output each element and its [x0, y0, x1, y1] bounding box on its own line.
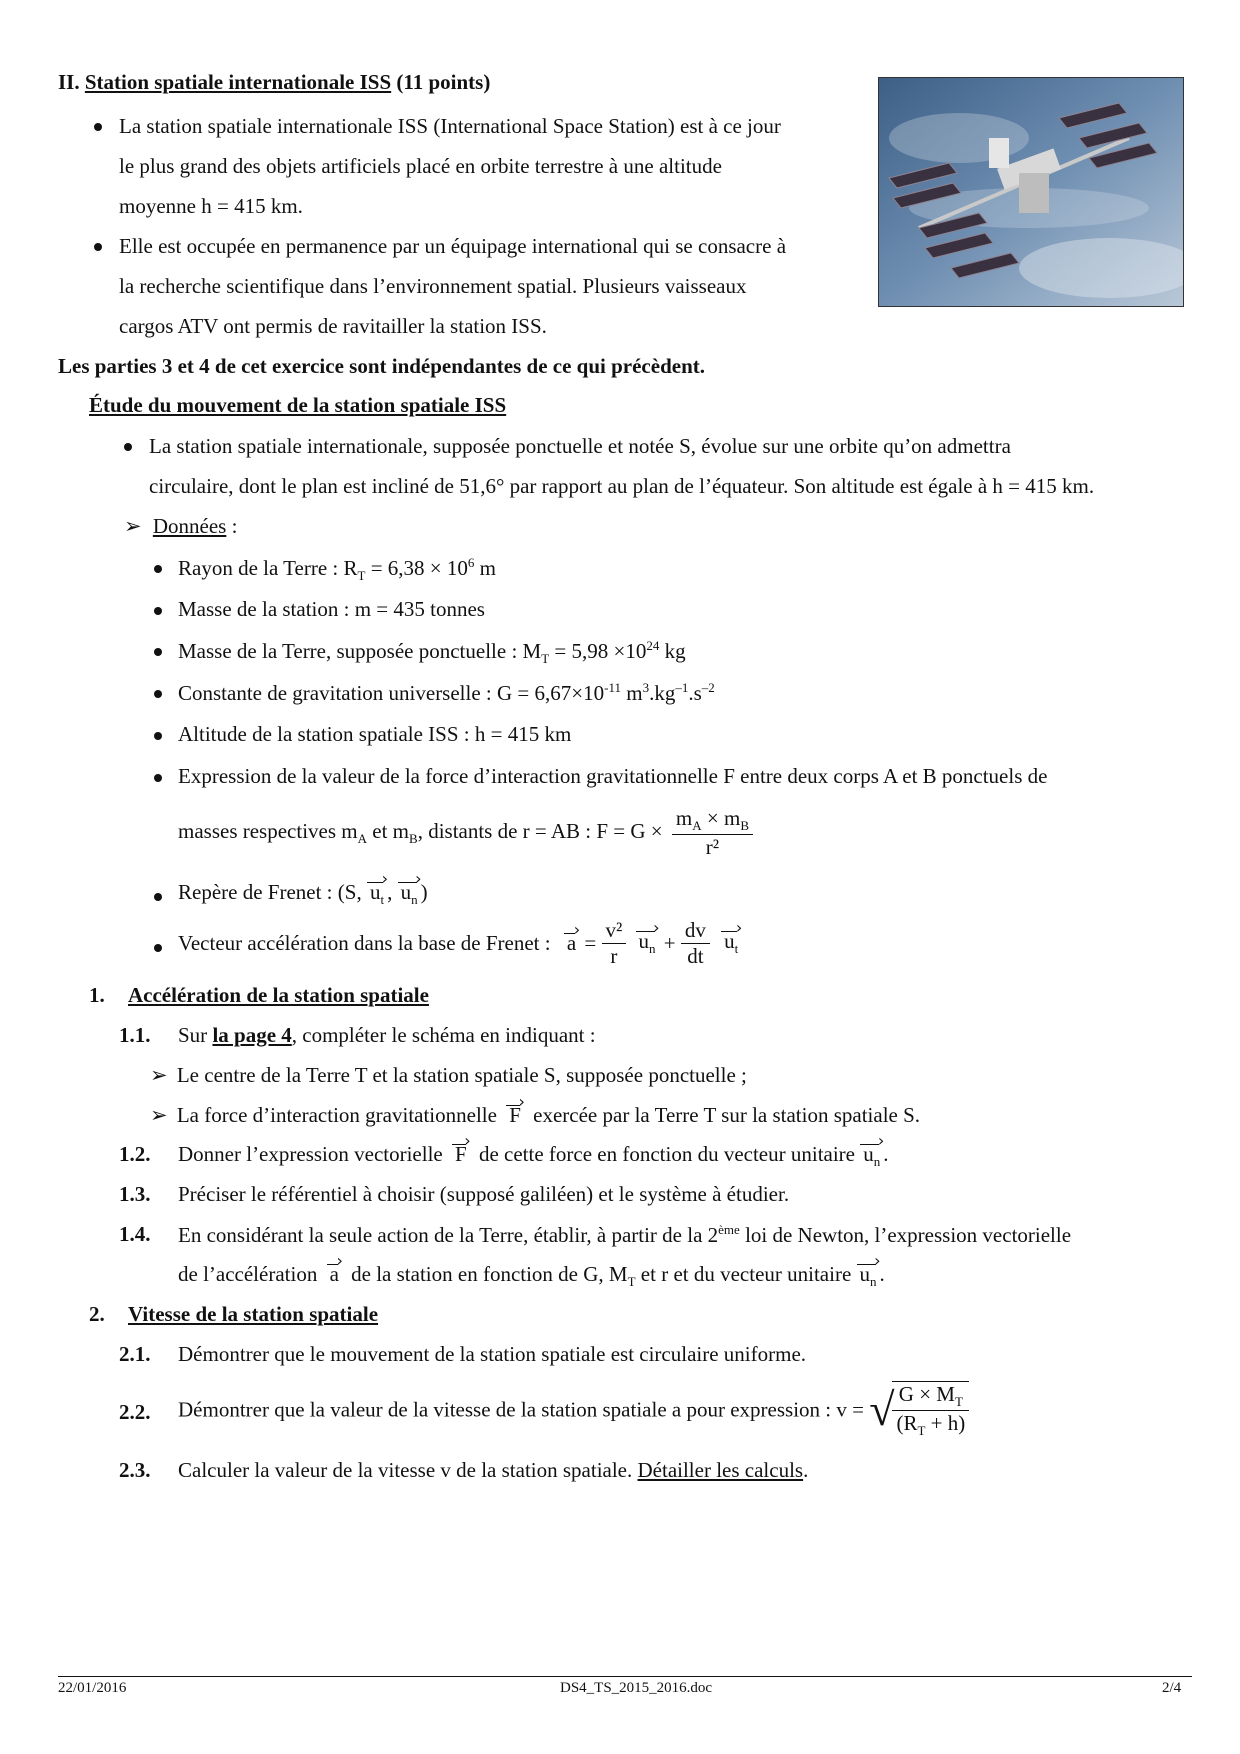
bullet-dot	[154, 774, 162, 782]
vector-ut: $u_t$ ›	[721, 929, 741, 957]
masse-station: Masse de la station : m = 435 tonnes	[178, 597, 485, 621]
bullet-dot	[154, 607, 162, 615]
page4-reference: la page 4	[212, 1023, 292, 1047]
q14-line2: de l’accélération a › de la station en fonction de G, $M_T$ et r et du vecteur unitaire $u_n$ › .	[178, 1262, 885, 1290]
altitude-station: Altitude de la station spatiale ISS : h = 415 km	[178, 722, 572, 746]
q11-number: 1.1.	[119, 1023, 151, 1047]
q21-text: Démontrer que le mouvement de la station spatiale est circulaire uniforme.	[178, 1342, 807, 1366]
intro-bullet2-line1: Elle est occupée en permanence par un équipage international qui se consacre à	[119, 234, 787, 258]
arrow-bullet-icon: ➢	[150, 1103, 168, 1127]
q1-heading: 1. Accélération de la station spatiale	[89, 983, 429, 1007]
bullet-dot	[154, 893, 162, 901]
q14-line1: En considérant la seule action de la Terre, établir, à partir de la 2ème loi de Newton, l’expression vectorielle	[178, 1222, 1072, 1247]
arrow-bullet-icon: ➢	[124, 514, 142, 538]
intro-bullet1-line2: le plus grand des objets artificiels placé en orbite terrestre à une altitude	[119, 154, 722, 178]
vector-un: $u_n$ ›	[860, 1142, 883, 1170]
q13-text: Préciser le référentiel à choisir (supposé galiléen) et le système à étudier.	[178, 1182, 790, 1206]
repere-frenet: Repère de Frenet : (S, $u_t$ › , $u_n$ › )	[178, 880, 428, 908]
footer-page: 2/4	[1162, 1680, 1182, 1696]
rayon-terre: Rayon de la Terre : $R_T = 6,38 \times 10^6$ m	[178, 555, 496, 584]
bullet-dot	[94, 123, 102, 131]
q22-text: Démontrer que la valeur de la vitesse de la station spatiale a pour expression : v = √ $\frac{G \times M_T}{(R_T + h)}$	[178, 1381, 969, 1439]
section-title: Station spatiale internationale ISS	[84, 70, 392, 94]
bullet-dot	[154, 690, 162, 698]
vector-un: $u_n$ ›	[857, 1262, 880, 1290]
donnees-row	[124, 514, 237, 539]
vector-ut: $u_t$ ›	[367, 880, 387, 908]
bullet-dot	[154, 732, 162, 740]
study-heading: Étude du mouvement de la station spatiale ISS	[89, 393, 507, 417]
q13-number: 1.3.	[119, 1182, 151, 1206]
section-number: II.	[58, 70, 80, 94]
q11-sub2: ➢ La force d’interaction gravitationnelle F › exercée par la Terre T sur la station spatiale S.	[150, 1103, 920, 1128]
vector-a: a ›	[327, 1262, 342, 1287]
force-fraction: $\frac{m_A \times m_B}{\text{r²}}$	[672, 806, 753, 860]
vector-F: F ›	[452, 1142, 470, 1167]
vecteur-acceleration: Vecteur accélération dans la base de Frenet : a › = $\frac{\text{v²}}{r}$ $u_n$ › + $\frac{dv}{dt}$ $u_t$ ›	[178, 918, 741, 969]
sqrt-icon: √	[869, 1384, 895, 1436]
footer-date: 22/01/2016	[58, 1680, 127, 1696]
q22-number: 2.2.	[119, 1400, 151, 1424]
footer-filename: DS4_TS_2015_2016.doc	[560, 1680, 713, 1696]
intro-bullet1-line1: La station spatiale internationale ISS (International Space Station) est à ce jour	[119, 114, 781, 138]
velocity-fraction: $\frac{G \times M_T}{(R_T + h)}$	[892, 1381, 969, 1439]
bullet-dot	[154, 565, 162, 573]
arrow-bullet-icon: ➢	[150, 1063, 168, 1087]
q12-text: Donner l’expression vectorielle F › de cette force en fonction du vecteur unitaire $u_n$ › .	[178, 1142, 889, 1170]
intro-bullet2-line3: cargos ATV ont permis de ravitailler la station ISS.	[119, 314, 547, 338]
vector-a: a ›	[564, 931, 579, 956]
section-points: (11 points)	[396, 70, 491, 94]
force-line1: Expression de la valeur de la force d’interaction gravitationnelle F entre deux corps A et B ponctuels de	[178, 764, 1048, 788]
v2-over-r: $\frac{\text{v²}}{r}$	[602, 918, 627, 969]
bullet-dot	[124, 443, 132, 451]
iss-photo	[878, 77, 1184, 307]
q11-sub1: ➢ Le centre de la Terre T et la station spatiale S, supposée ponctuelle ;	[150, 1063, 747, 1087]
vector-un: $u_n$ ›	[398, 880, 421, 908]
dv-over-dt: $\frac{dv}{dt}$	[681, 918, 710, 969]
section-heading	[58, 70, 490, 95]
force-line2: masses respectives $m_A$ et $m_B$, distants de r = AB : F = G × $\frac{m_A \times m_B}{\text{r²}}$	[178, 806, 753, 860]
vector-F: F ›	[506, 1103, 524, 1128]
bullet-dot	[154, 648, 162, 656]
bullet-dot	[154, 944, 162, 952]
study-line1: La station spatiale internationale, supposée ponctuelle et notée S, évolue sur une orbite qu’on admettra	[149, 434, 1011, 458]
vector-un: $u_n$ ›	[636, 929, 659, 957]
q23-text: Calculer la valeur de la vitesse v de la station spatiale. Détailler les calculs.	[178, 1458, 809, 1482]
q23-number: 2.3.	[119, 1458, 151, 1482]
q12-number: 1.2.	[119, 1142, 151, 1166]
constante-gravitation: Constante de gravitation universelle : $G = 6,67\times 10^{-11}$ $m^3.kg^{-1}.s^{-2}$	[178, 680, 715, 705]
independence-note: Les parties 3 et 4 de cet exercice sont indépendantes de ce qui précèdent.	[58, 354, 706, 378]
bullet-dot	[94, 243, 102, 251]
intro-bullet2-line2: la recherche scientifique dans l’environnement spatial. Plusieurs vaisseaux	[119, 274, 747, 298]
intro-bullet1-line3: moyenne h = 415 km.	[119, 194, 303, 218]
donnees-colon: :	[226, 514, 238, 538]
masse-terre: Masse de la Terre, supposée ponctuelle : $M_T = 5,98 \times 10^{24}$ kg	[178, 638, 686, 667]
footer-rule	[58, 1676, 1192, 1677]
donnees-label: Données	[152, 514, 227, 538]
q14-number: 1.4.	[119, 1222, 151, 1246]
q2-heading: 2. Vitesse de la station spatiale	[89, 1302, 379, 1326]
study-line2: circulaire, dont le plan est incliné de 51,6° par rapport au plan de l’équateur. Son altitude est égale à h = 415 km.	[149, 474, 1095, 498]
q21-number: 2.1.	[119, 1342, 151, 1366]
q11-text: Sur la page 4, compléter le schéma en indiquant :	[178, 1023, 596, 1047]
